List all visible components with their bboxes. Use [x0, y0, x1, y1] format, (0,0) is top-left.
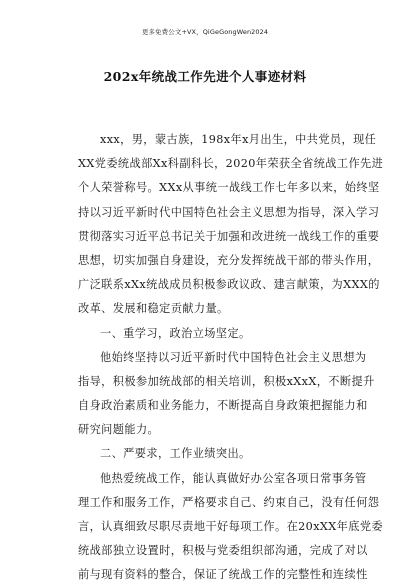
- body-line: 自身政治素质和业务能力，不断提高自身政策把握能力和: [78, 399, 368, 413]
- body-line: 广泛联系xXx统战成员积极参政议政、建言献策，为XXX的: [78, 278, 380, 292]
- body-line: 他始终坚持以习近平新时代中国特色社会主义思想为: [100, 350, 367, 364]
- body-line: 改革、发展和稳定贡献力量。: [78, 302, 229, 316]
- header-note: 更多免费公文+VX，QiGeGongWen2024: [141, 28, 269, 36]
- section-heading: 二、严要求，工作业绩突出。: [100, 447, 251, 461]
- body-line: 统战部独立设置时，积极与党委组织部沟通，完成了对以: [78, 544, 368, 558]
- body-line: 指导，积极参加统战部的相关培训，积极xXxX，不断提升: [78, 374, 375, 388]
- body-line: 言，认真细致尽职尽责地干好每项工作。在20xXX年底党委: [78, 520, 383, 533]
- body-line: XX党委统战部Xx科副科长，2020年荣获全省统战工作先进: [78, 157, 384, 171]
- document-title: 202x年统战工作先进个人事迹材料: [103, 69, 307, 84]
- section-heading: 一、重学习，政治立场坚定。: [100, 326, 251, 340]
- body-line: 贯彻落实习近平总书记关于加强和改进统一战线工作的重要: [78, 229, 380, 243]
- body-line: 理工作和服务工作，严格要求自己、约束自己，没有任何怨: [78, 495, 380, 509]
- body-line: 研究问题能力。: [78, 423, 160, 437]
- body-line: 持以习近平新时代中国特色社会主义思想为指导，深入学习: [78, 205, 380, 219]
- body-line: xxx，男，蒙古族，198x年x月出生，中共党员，现任: [100, 133, 377, 146]
- body-line: 前与现有资料的整合，保证了统战工作的完整性和连续性: [78, 568, 368, 582]
- body-line: 他热爱统战工作，能认真做好办公室各项日常事务管: [100, 471, 367, 485]
- body-line: 个人荣誉称号。XXx从事统一战线工作七年多以来，始终坚: [78, 181, 380, 195]
- body-line: 思想，切实加强自身建设，充分发挥统战干部的带头作用，: [78, 253, 380, 267]
- document-body: [78, 128, 384, 588]
